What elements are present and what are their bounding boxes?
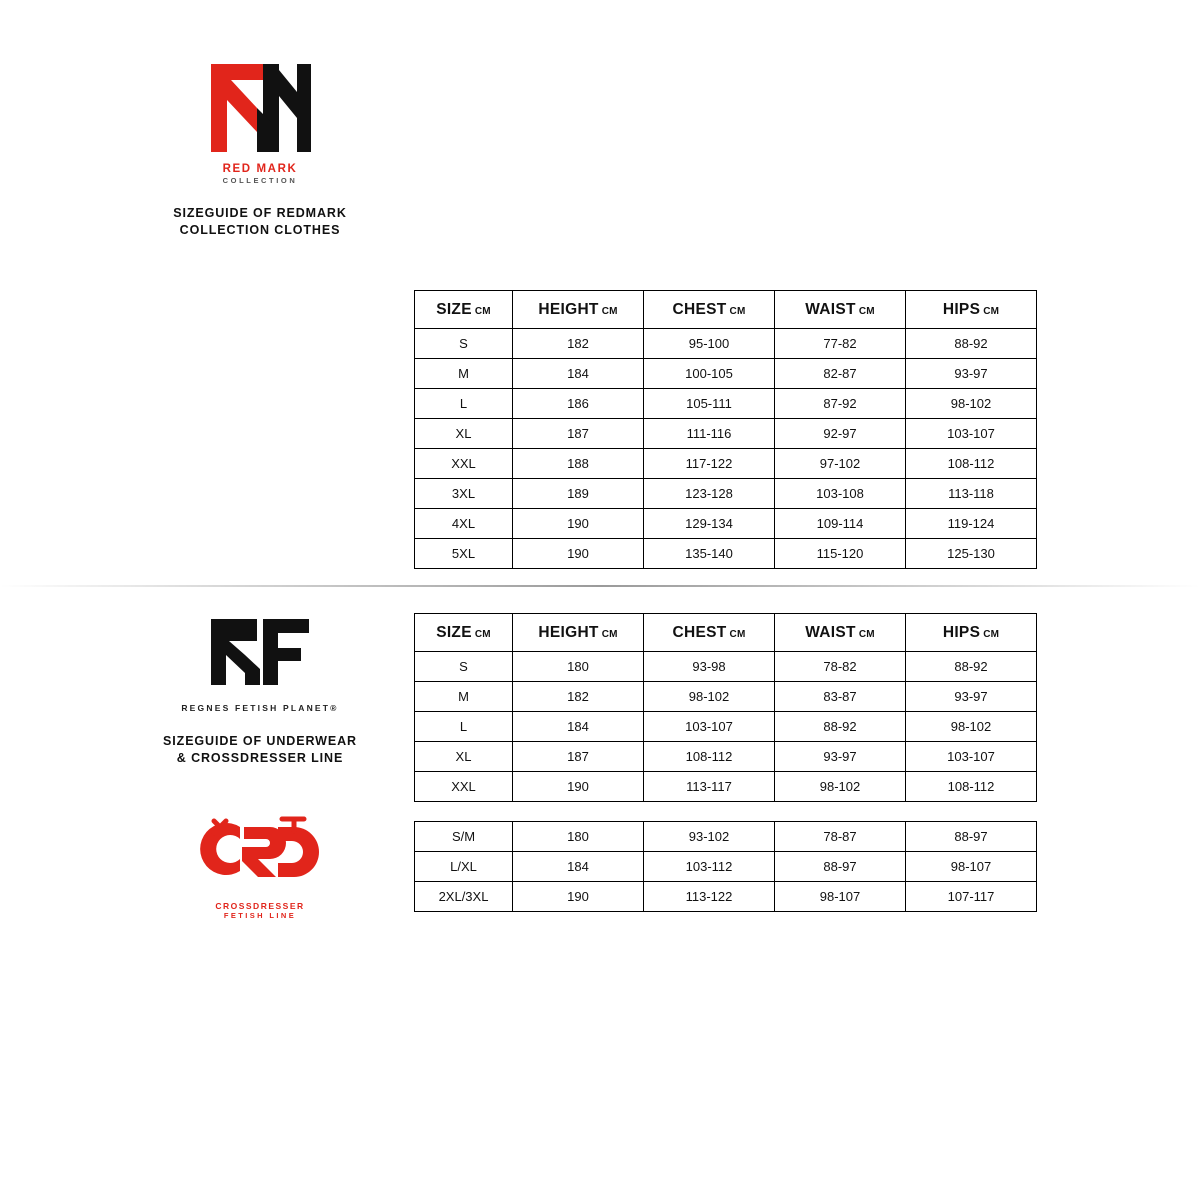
cell-height: 190 (513, 772, 644, 802)
cell-size: S (415, 652, 513, 682)
cell-height: 184 (513, 852, 644, 882)
table-row (415, 682, 1037, 712)
cell-height: 187 (513, 419, 644, 449)
crossdresser-fetish-line-crd-icon (200, 815, 320, 893)
cell-waist: 93-97 (775, 742, 906, 772)
column-header-hips: HIPS CM (906, 291, 1037, 329)
cell-hips: 107-117 (906, 882, 1037, 912)
cell-size: 2XL/3XL (415, 882, 513, 912)
section-divider (0, 585, 1200, 587)
cell-size: L (415, 389, 513, 419)
table-row (415, 742, 1037, 772)
column-header-hips: HIPS CM (906, 614, 1037, 652)
cell-waist: 83-87 (775, 682, 906, 712)
cell-waist: 109-114 (775, 509, 906, 539)
redmark-caption-line2: COLLECTION CLOTHES (179, 223, 341, 237)
cell-chest: 117-122 (644, 449, 775, 479)
cell-hips: 119-124 (906, 509, 1037, 539)
cell-chest: 93-98 (644, 652, 775, 682)
table-row (415, 882, 1037, 912)
column-header-waist: WAIST CM (775, 291, 906, 329)
cell-waist: 103-108 (775, 479, 906, 509)
crossdresser-wordmark (120, 901, 400, 921)
cell-waist: 115-120 (775, 539, 906, 569)
cell-hips: 98-102 (906, 712, 1037, 742)
regnes-caption (120, 733, 400, 767)
cell-height: 187 (513, 742, 644, 772)
regnes-size-table (414, 613, 1037, 802)
cell-height: 182 (513, 329, 644, 359)
cell-chest: 113-122 (644, 882, 775, 912)
cell-height: 184 (513, 712, 644, 742)
regnes-wordmark: REGNES FETISH PLANET® (181, 703, 339, 713)
cell-chest: 105-111 (644, 389, 775, 419)
cell-height: 180 (513, 652, 644, 682)
cell-chest: 108-112 (644, 742, 775, 772)
cell-chest: 98-102 (644, 682, 775, 712)
cell-height: 190 (513, 539, 644, 569)
cell-hips: 98-102 (906, 389, 1037, 419)
table-row (415, 712, 1037, 742)
cell-chest: 123-128 (644, 479, 775, 509)
cell-hips: 125-130 (906, 539, 1037, 569)
redmark-rm-monogram-icon (201, 60, 319, 156)
redmark-wordmark: RED MARK (222, 163, 298, 175)
table-row (415, 852, 1037, 882)
cell-height: 184 (513, 359, 644, 389)
cell-size: XXL (415, 772, 513, 802)
cell-height: 180 (513, 822, 644, 852)
cell-waist: 78-87 (775, 822, 906, 852)
cell-hips: 108-112 (906, 772, 1037, 802)
cell-chest: 129-134 (644, 509, 775, 539)
cell-waist: 97-102 (775, 449, 906, 479)
brand-block-redmark (120, 60, 400, 239)
cell-hips: 88-97 (906, 822, 1037, 852)
column-header-chest: CHEST CM (644, 614, 775, 652)
cell-hips: 98-107 (906, 852, 1037, 882)
cell-chest: 103-112 (644, 852, 775, 882)
cell-chest: 103-107 (644, 712, 775, 742)
cell-hips: 103-107 (906, 419, 1037, 449)
cell-size: L/XL (415, 852, 513, 882)
column-header-chest: CHEST CM (644, 291, 775, 329)
table-row (415, 822, 1037, 852)
table-row (415, 329, 1037, 359)
cell-hips: 113-118 (906, 479, 1037, 509)
cell-height: 190 (513, 509, 644, 539)
cell-chest: 111-116 (644, 419, 775, 449)
cell-hips: 108-112 (906, 449, 1037, 479)
cell-waist: 77-82 (775, 329, 906, 359)
table-row (415, 419, 1037, 449)
cell-chest: 93-102 (644, 822, 775, 852)
cell-chest: 135-140 (644, 539, 775, 569)
table-row (415, 772, 1037, 802)
cell-waist: 98-107 (775, 882, 906, 912)
cell-chest: 113-117 (644, 772, 775, 802)
table-row (415, 359, 1037, 389)
cell-height: 189 (513, 479, 644, 509)
regnes-fetish-planet-rf-monogram-icon (205, 615, 315, 689)
column-header-size: SIZE CM (415, 614, 513, 652)
cell-chest: 95-100 (644, 329, 775, 359)
redmark-caption-line1: SIZEGUIDE OF REDMARK (173, 206, 347, 220)
cell-waist: 82-87 (775, 359, 906, 389)
cell-size: XL (415, 742, 513, 772)
cell-height: 182 (513, 682, 644, 712)
cell-size: S/M (415, 822, 513, 852)
regnes-caption-line2: & CROSSDRESSER LINE (176, 751, 344, 765)
cell-size: 5XL (415, 539, 513, 569)
cell-hips: 88-92 (906, 329, 1037, 359)
cell-height: 190 (513, 882, 644, 912)
redmark-caption (120, 205, 400, 239)
cell-size: 4XL (415, 509, 513, 539)
table-row (415, 389, 1037, 419)
redmark-subwordmark: COLLECTION (222, 176, 298, 185)
crossdresser-wordmark-line1: CROSSDRESSER (215, 901, 305, 911)
cell-waist: 88-97 (775, 852, 906, 882)
brand-block-crossdresser (120, 815, 400, 921)
cell-waist: 88-92 (775, 712, 906, 742)
cell-size: XL (415, 419, 513, 449)
cell-height: 188 (513, 449, 644, 479)
brand-block-regnes (120, 615, 400, 767)
table-row (415, 509, 1037, 539)
redmark-size-table (414, 290, 1037, 569)
crossdresser-wordmark-line2: FETISH LINE (223, 911, 297, 920)
table-row (415, 652, 1037, 682)
cell-size: M (415, 359, 513, 389)
table-header-row (415, 291, 1037, 329)
cell-size: S (415, 329, 513, 359)
cell-hips: 88-92 (906, 652, 1037, 682)
table-header-row (415, 614, 1037, 652)
column-header-height: HEIGHT CM (513, 614, 644, 652)
column-header-size: SIZE CM (415, 291, 513, 329)
cell-size: L (415, 712, 513, 742)
column-header-height: HEIGHT CM (513, 291, 644, 329)
cell-waist: 92-97 (775, 419, 906, 449)
cell-chest: 100-105 (644, 359, 775, 389)
crossdresser-size-table (414, 821, 1037, 912)
cell-waist: 78-82 (775, 652, 906, 682)
column-header-waist: WAIST CM (775, 614, 906, 652)
table-row (415, 479, 1037, 509)
table-row (415, 449, 1037, 479)
regnes-caption-line1: SIZEGUIDE OF UNDERWEAR (163, 734, 357, 748)
cell-hips: 93-97 (906, 682, 1037, 712)
table-row (415, 539, 1037, 569)
cell-waist: 98-102 (775, 772, 906, 802)
cell-size: M (415, 682, 513, 712)
cell-waist: 87-92 (775, 389, 906, 419)
cell-size: XXL (415, 449, 513, 479)
cell-hips: 93-97 (906, 359, 1037, 389)
cell-hips: 103-107 (906, 742, 1037, 772)
cell-height: 186 (513, 389, 644, 419)
cell-size: 3XL (415, 479, 513, 509)
